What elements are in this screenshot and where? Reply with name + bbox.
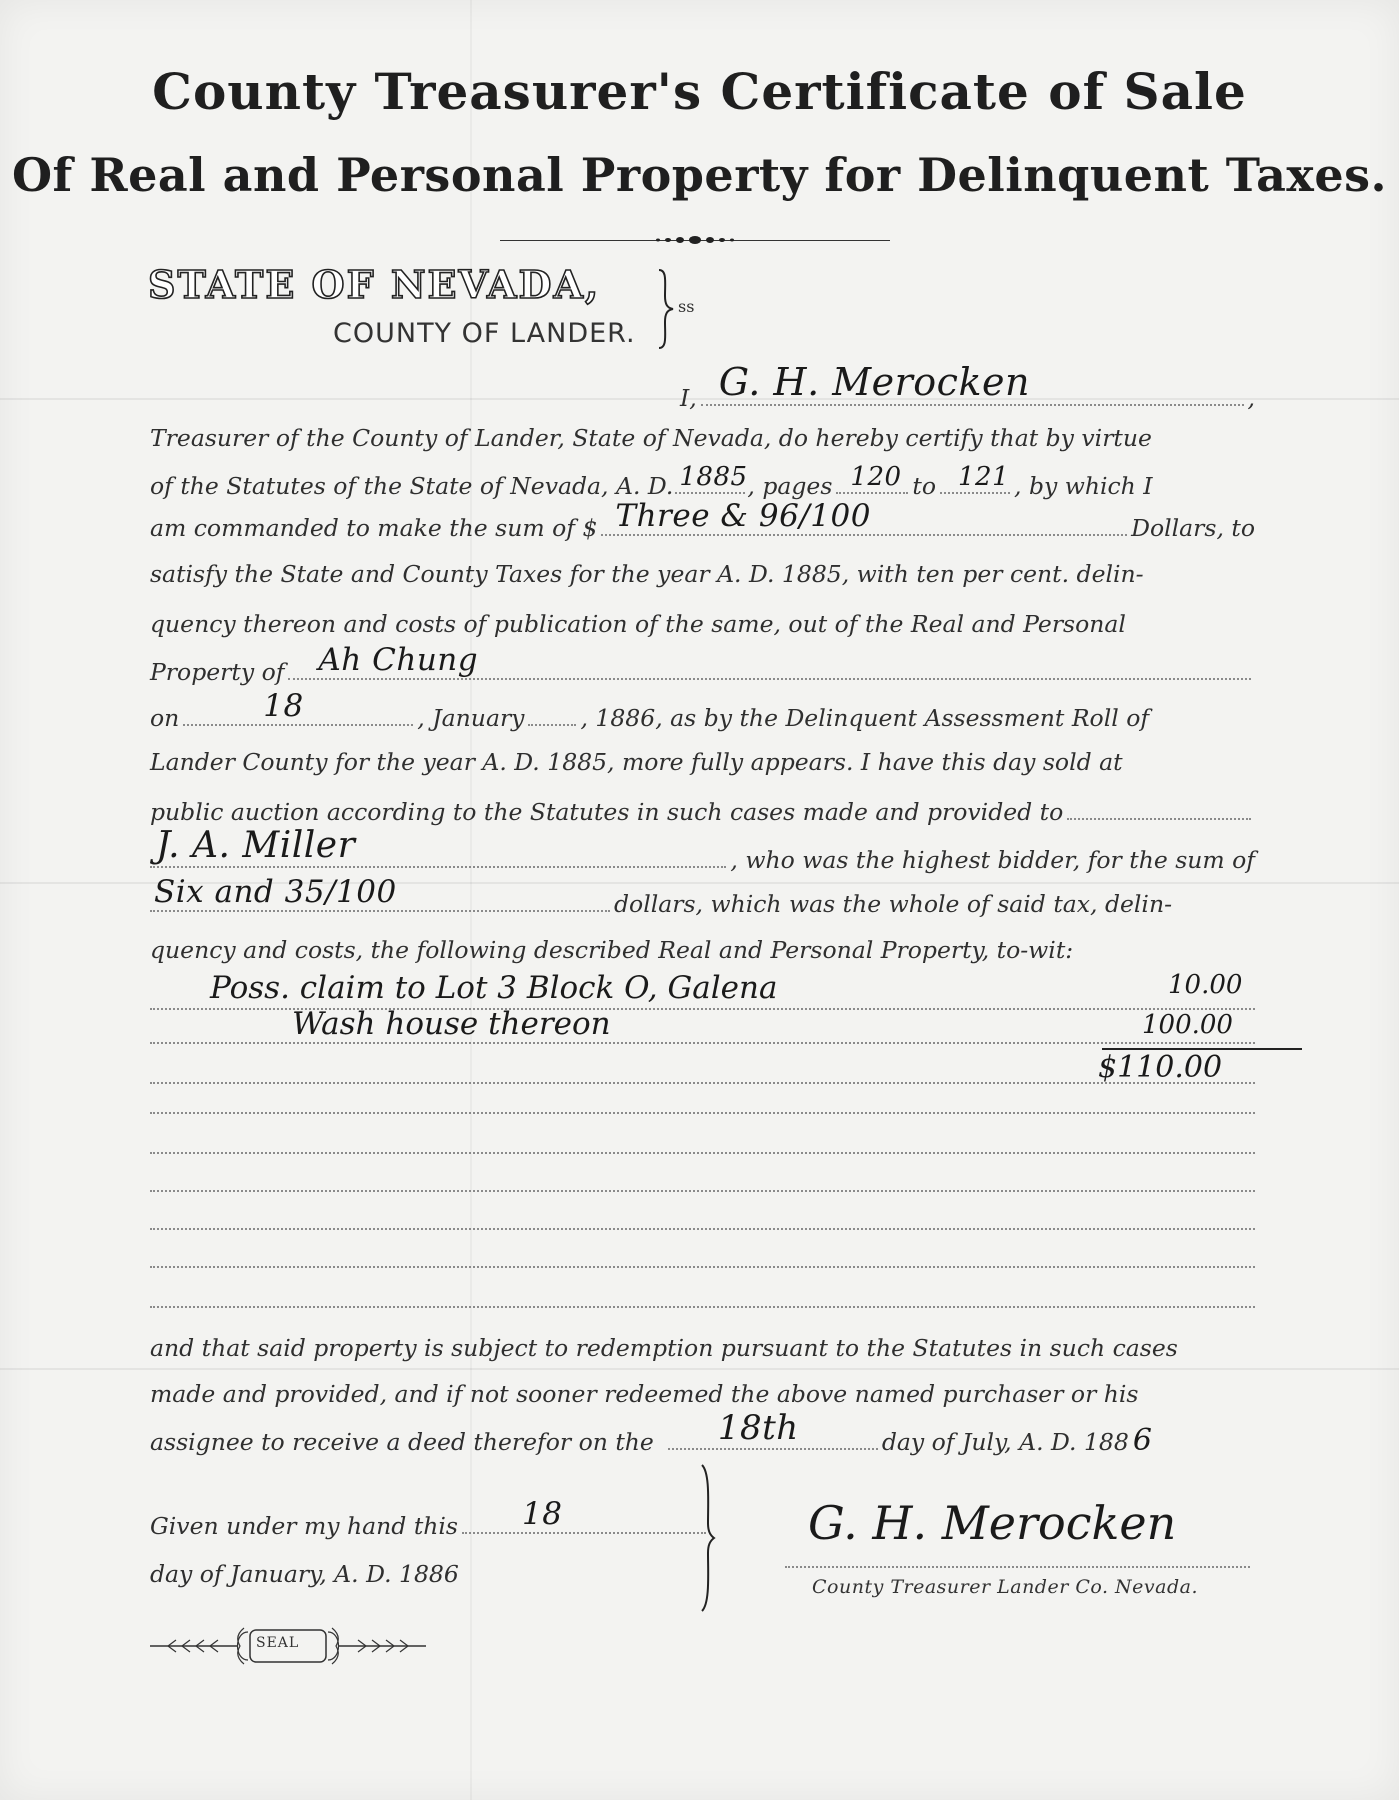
body-text: to: [912, 472, 936, 500]
body-text: quency and costs, the following described Real and Personal Property, to-wit:: [150, 936, 1074, 964]
seal: [148, 1618, 428, 1674]
body-text: Lander County for the year A. D. 1885, more fully appears. I have this day sold at: [150, 748, 1123, 776]
given-date-line: [150, 1560, 710, 1588]
page-from-handwriting: 120: [850, 462, 902, 492]
statute-year-field: [675, 462, 748, 494]
body-text: , by which I: [1014, 472, 1153, 500]
ruled-line: [150, 1228, 1255, 1230]
body-text: on: [150, 704, 180, 732]
body-text: , January: [417, 704, 525, 732]
text-line: [150, 748, 1255, 776]
deed-day-handwriting: 18th: [717, 1408, 799, 1448]
property-value-1: 10.00: [1168, 970, 1243, 1000]
body-text: am commanded to make the sum of $: [150, 514, 598, 542]
ruled-line: [150, 1306, 1255, 1308]
body-text: Treasurer of the County of Lander, State of Nevada, do hereby certify that by virtue: [150, 424, 1152, 452]
body-text: day of January, A. D. 1886: [150, 1560, 459, 1588]
treasurer-name-handwriting: G. H. Merocken: [718, 360, 1030, 404]
treasurer-name-line: I, G. H. Merocken ,: [680, 360, 1255, 412]
page-to-handwriting: 121: [958, 462, 1010, 492]
seal-label: SEAL: [256, 1635, 300, 1651]
ruled-line: [150, 1112, 1255, 1114]
brace-icon: [655, 268, 677, 350]
body-text: satisfy the State and County Taxes for the year A. D. 1885, with ten per cent. delin-: [150, 560, 1144, 588]
ornament-icon: [640, 234, 750, 246]
page-from-field: [836, 462, 908, 494]
ruled-line: [150, 1266, 1255, 1268]
property-total: $110.00: [1098, 1050, 1223, 1085]
certificate-subtitle: Of Real and Personal Property for Delinquent Taxes.: [11, 148, 1388, 202]
text-line: [150, 610, 1255, 638]
signature-line: [785, 1566, 1250, 1568]
sale-amount-line: [150, 874, 1255, 918]
pronoun-label: I,: [680, 384, 697, 412]
given-day-handwriting: 18: [521, 1496, 563, 1532]
ruled-line: [150, 1082, 1255, 1084]
given-day-field: [462, 1496, 706, 1534]
body-text: made and provided, and if not sooner redeemed the above named purchaser or his: [150, 1380, 1139, 1408]
auction-field: [1067, 792, 1251, 820]
body-text: day of July, A. D. 188: [881, 1428, 1129, 1456]
owner-field: [288, 642, 1251, 680]
body-text: , pages: [747, 472, 833, 500]
sale-amount-handwriting: Six and 35/100: [154, 874, 397, 910]
treasurer-signature: G. H. Merocken: [808, 1496, 1177, 1550]
owner-handwriting: Ah Chung: [318, 642, 479, 678]
buyer-field: [150, 825, 726, 868]
text-line: [150, 1380, 1255, 1408]
body-text: quency thereon and costs of publication of the same, out of the Real and Personal: [150, 610, 1126, 638]
given-line: [150, 1496, 710, 1540]
treasurer-title: County Treasurer Lander Co. Nevada.: [812, 1576, 1199, 1598]
body-text: Dollars, to: [1131, 514, 1255, 542]
page-to-field: [940, 462, 1010, 494]
buyer-handwriting: J. A. Miller: [156, 825, 356, 866]
text-line: [150, 560, 1255, 588]
text-line: [150, 936, 1255, 964]
tax-amount-handwriting: Three & 96/100: [615, 498, 871, 534]
ss-mark: ss: [678, 297, 695, 316]
body-text: Given under my hand this: [150, 1512, 458, 1540]
text-line: [150, 1334, 1255, 1362]
property-description-1: Poss. claim to Lot 3 Block O, Galena: [210, 970, 778, 1006]
brace-icon: [698, 1463, 718, 1613]
body-text: Property of: [150, 658, 285, 686]
text-line: [150, 424, 1255, 452]
month-field: [528, 698, 576, 726]
tax-amount-field: [601, 498, 1127, 536]
auction-line: [150, 792, 1255, 826]
ruled-line: [150, 1042, 1255, 1044]
property-value-2: 100.00: [1142, 1010, 1233, 1040]
deed-date-line: [150, 1408, 1255, 1458]
tax-amount-line: [150, 498, 1255, 542]
body-text: of the Statutes of the State of Nevada, A. D.: [150, 472, 674, 500]
body-text: assignee to receive a deed therefor on the: [150, 1428, 654, 1456]
statute-year-handwriting: 1885: [679, 462, 748, 492]
county-heading: COUNTY OF LANDER.: [333, 318, 636, 349]
sale-amount-field: [150, 874, 610, 912]
ruled-line: [150, 1190, 1255, 1192]
ruled-line: [150, 1152, 1255, 1154]
sale-date-handwriting: 18: [263, 688, 304, 724]
body-text: public auction according to the Statutes in such cases made and provided to: [150, 798, 1064, 826]
body-text: and that said property is subject to redemption pursuant to the Statutes in such cases: [150, 1334, 1178, 1362]
body-text: , 1886, as by the Delinquent Assessment Roll of: [580, 704, 1150, 732]
state-heading: STATE OF NEVADA,: [148, 262, 601, 307]
certificate-title: County Treasurer's Certificate of Sale: [152, 62, 1247, 121]
buyer-line: [150, 825, 1255, 874]
deed-day-field: [668, 1408, 878, 1450]
treasurer-name-field: [701, 360, 1244, 406]
property-description-2: Wash house thereon: [292, 1006, 611, 1042]
sale-date-field: [183, 688, 413, 726]
statute-line: [150, 462, 1255, 500]
fold-crease: [0, 1368, 1399, 1370]
date-line: [150, 688, 1255, 732]
deed-year-handwriting: 6: [1132, 1423, 1153, 1458]
owner-line: [150, 642, 1255, 686]
body-text: dollars, which was the whole of said tax, delin-: [614, 890, 1173, 918]
body-text: , who was the highest bidder, for the sum of: [730, 846, 1255, 874]
